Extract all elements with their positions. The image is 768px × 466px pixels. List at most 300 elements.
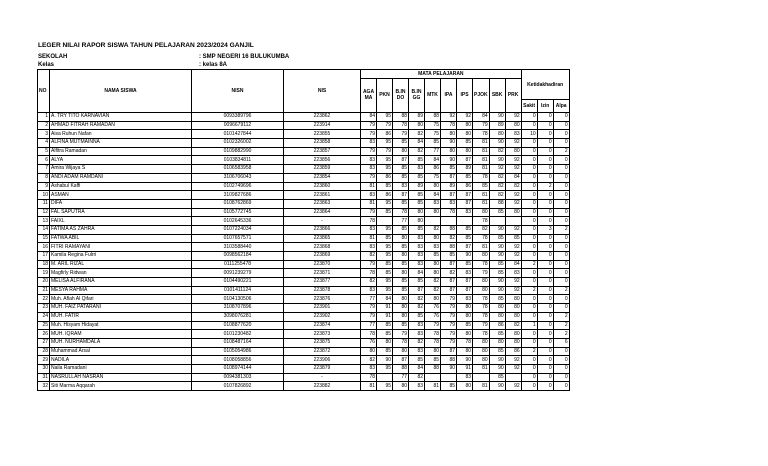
cell-nilai: 85	[393, 139, 409, 148]
cell-absen: 0	[553, 234, 569, 243]
cell-nilai: 79	[441, 295, 457, 304]
cell-no: 31	[38, 373, 50, 382]
cell-nilai: 75	[425, 130, 441, 139]
cell-absen: 2	[521, 286, 537, 295]
cell-nilai: 79	[473, 121, 490, 130]
cell-nilai: 95	[377, 243, 393, 252]
table-row	[38, 130, 570, 139]
cell-nama: DIFA	[50, 199, 192, 208]
cell-absen: 0	[521, 113, 537, 122]
cell-nilai: 83	[361, 165, 377, 174]
cell-nilai: 95	[377, 278, 393, 287]
cell-nilai: 79	[441, 312, 457, 321]
header-absence: Izin	[537, 100, 553, 113]
table-row	[38, 139, 570, 148]
cell-nilai: 85	[377, 321, 393, 330]
cell-nis: 223871	[284, 269, 361, 278]
cell-nilai: 80	[425, 208, 441, 217]
cell-nilai: 92	[505, 382, 521, 391]
cell-nilai: 83	[457, 373, 473, 382]
cell-absen: 0	[521, 225, 537, 234]
cell-nilai: 83	[361, 191, 377, 200]
cell-nilai: 92	[505, 113, 521, 122]
table-row	[38, 295, 570, 304]
cell-nama: Muh. Aflah Al Qifari	[50, 295, 192, 304]
cell-nilai: 80	[393, 347, 409, 356]
cell-nilai: 83	[409, 234, 425, 243]
cell-absen: 0	[553, 373, 569, 382]
header-subject: SBK	[489, 78, 505, 112]
cell-no: 13	[38, 217, 50, 226]
cell-absen: 2	[553, 312, 569, 321]
cell-nilai: 92	[489, 165, 505, 174]
cell-nisn: 0102749696	[192, 182, 284, 191]
cell-nilai: 81	[361, 234, 377, 243]
cell-nisn: 0108487164	[192, 338, 284, 347]
cell-no: 3	[38, 130, 50, 139]
cell-nis: 223902	[284, 312, 361, 321]
cell-nilai: 80	[425, 347, 441, 356]
cell-no: 9	[38, 182, 50, 191]
cell-nilai: 95	[377, 382, 393, 391]
cell-nilai: 85	[441, 382, 457, 391]
cell-nama: ANDI ADAM RAMDANI	[50, 173, 192, 182]
cell-nilai: 95	[377, 165, 393, 174]
cell-nama: A. TRY TITO KARNAVIAN	[50, 113, 192, 122]
cell-no: 6	[38, 156, 50, 165]
cell-nis: 223901	[284, 304, 361, 313]
table-row	[38, 191, 570, 200]
cell-nis: 223858	[284, 139, 361, 148]
cell-nilai: 86	[457, 182, 473, 191]
cell-nama: Alfitra Ramadan	[50, 147, 192, 156]
cell-nilai: 89	[409, 182, 425, 191]
cell-nilai: 84	[505, 173, 521, 182]
cell-nilai: 83	[393, 182, 409, 191]
cell-nilai: 91	[377, 312, 393, 321]
cell-nilai: 90	[457, 252, 473, 261]
cell-absen: 0	[553, 199, 569, 208]
cell-no: 12	[38, 208, 50, 217]
cell-nilai: 80	[457, 121, 473, 130]
cell-nilai: 85	[473, 182, 490, 191]
cell-absen: 0	[537, 321, 553, 330]
cell-absen: 0	[521, 139, 537, 148]
cell-absen: 0	[521, 121, 537, 130]
cell-nilai: 81	[473, 382, 490, 391]
cell-nilai: 85	[457, 234, 473, 243]
cell-nilai: 76	[361, 338, 377, 347]
cell-nama: ASMAN	[50, 191, 192, 200]
cell-nilai: 81	[473, 147, 490, 156]
cell-absen: 2	[553, 286, 569, 295]
cell-absen: 0	[537, 382, 553, 391]
cell-nilai: 80	[505, 330, 521, 339]
cell-nilai: 85	[393, 165, 409, 174]
cell-nilai: 90	[441, 139, 457, 148]
cell-nilai: 80	[505, 295, 521, 304]
cell-absen: 0	[521, 234, 537, 243]
cell-nilai: 79	[441, 338, 457, 347]
cell-nilai: 85	[489, 269, 505, 278]
cell-no: 4	[38, 139, 50, 148]
cell-nilai: 89	[489, 121, 505, 130]
cell-nilai: 80	[377, 338, 393, 347]
table-row	[38, 182, 570, 191]
cell-absen: 0	[537, 208, 553, 217]
cell-nilai: 80	[361, 347, 377, 356]
cell-nisn: 0107657571	[192, 234, 284, 243]
cell-nilai: 85	[489, 330, 505, 339]
cell-nilai: 85	[489, 347, 505, 356]
cell-nilai: 78	[393, 208, 409, 217]
cell-absen: 0	[537, 173, 553, 182]
cell-nilai: 92	[457, 113, 473, 122]
cell-nilai: 77	[393, 373, 409, 382]
header-nama: NAMA SISWA	[50, 70, 192, 113]
cell-absen: 0	[537, 312, 553, 321]
cell-absen: 0	[537, 338, 553, 347]
cell-nama: Magfirly Ridwan	[50, 269, 192, 278]
cell-nilai: 85	[377, 182, 393, 191]
cell-nilai: 83	[361, 225, 377, 234]
cell-nilai: 84	[409, 364, 425, 373]
cell-nilai: 92	[505, 286, 521, 295]
cell-nilai: 87	[457, 278, 473, 287]
cell-nama: MESYA RAHMA	[50, 286, 192, 295]
cell-nilai: 78	[393, 338, 409, 347]
cell-nisn: 3109827686	[192, 191, 284, 200]
cell-nilai: 83	[361, 243, 377, 252]
cell-nilai: 85	[441, 165, 457, 174]
cell-no: 11	[38, 199, 50, 208]
cell-nilai: 78	[361, 373, 377, 382]
cell-nilai: 86	[377, 130, 393, 139]
cell-nilai: 79	[441, 321, 457, 330]
table-row	[38, 347, 570, 356]
cell-nilai: 80	[473, 286, 490, 295]
cell-absen: 0	[553, 121, 569, 130]
cell-nisn: 0107224034	[192, 225, 284, 234]
cell-nilai: 80	[489, 338, 505, 347]
cell-nilai: 85	[489, 208, 505, 217]
cell-nilai	[425, 217, 441, 226]
cell-nama: FAIXL	[50, 217, 192, 226]
cell-nilai: 92	[505, 191, 521, 200]
cell-absen: 3	[537, 225, 553, 234]
cell-nilai: 95	[377, 225, 393, 234]
cell-nis: 223872	[284, 347, 361, 356]
cell-nilai: 95	[377, 199, 393, 208]
table-row	[38, 208, 570, 217]
cell-no: 30	[38, 364, 50, 373]
cell-nilai: 92	[505, 356, 521, 365]
cell-absen: 0	[521, 147, 537, 156]
cell-absen: 6	[553, 338, 569, 347]
cell-nilai: 79	[473, 269, 490, 278]
cell-nilai: 81	[361, 382, 377, 391]
cell-nilai: 82	[425, 278, 441, 287]
cell-absen: 0	[553, 364, 569, 373]
cell-nilai: 82	[409, 373, 425, 382]
cell-nis: 223868	[284, 243, 361, 252]
cell-nis: 223859	[284, 165, 361, 174]
cell-nilai: 79	[361, 312, 377, 321]
cell-nilai: 82	[505, 321, 521, 330]
cell-absen: 0	[553, 243, 569, 252]
cell-nilai: 78	[361, 217, 377, 226]
cell-nilai: 81	[473, 364, 490, 373]
cell-nilai: 76	[425, 304, 441, 313]
cell-nilai: 85	[409, 356, 425, 365]
cell-nilai: 86	[505, 347, 521, 356]
cell-nilai: 87	[393, 191, 409, 200]
cell-nilai: 87	[441, 278, 457, 287]
cell-nilai: 79	[425, 321, 441, 330]
cell-nilai: 92	[505, 165, 521, 174]
cell-nilai: 78	[473, 130, 490, 139]
cell-nilai: 82	[409, 147, 425, 156]
cell-nilai: 85	[393, 243, 409, 252]
table-row	[38, 338, 570, 347]
cell-nilai: 92	[505, 278, 521, 287]
cell-nilai: 79	[441, 330, 457, 339]
table-row	[38, 225, 570, 234]
cell-nilai: 83	[361, 139, 377, 148]
cell-nilai: 90	[441, 156, 457, 165]
cell-nilai: 78	[473, 234, 490, 243]
cell-nilai: 80	[393, 252, 409, 261]
cell-nilai: 85	[457, 225, 473, 234]
cell-nilai: 82	[441, 269, 457, 278]
cell-nis: 223906	[284, 356, 361, 365]
cell-nis: 223861	[284, 191, 361, 200]
cell-absen: 0	[521, 278, 537, 287]
cell-nilai: 92	[441, 113, 457, 122]
cell-nilai: 95	[377, 156, 393, 165]
cell-nilai: 88	[425, 364, 441, 373]
cell-nilai: 84	[425, 191, 441, 200]
cell-nisn: 0094381303	[192, 373, 284, 382]
cell-nisn: 0108058856	[192, 356, 284, 365]
cell-nilai: 89	[409, 113, 425, 122]
cell-nilai: 85	[409, 191, 425, 200]
cell-nilai: 82	[425, 225, 441, 234]
cell-nilai: 80	[489, 304, 505, 313]
cell-nilai: 82	[473, 225, 490, 234]
cell-absen: 0	[553, 113, 569, 122]
cell-nilai: 83	[505, 269, 521, 278]
cell-nisn: 0108877620	[192, 321, 284, 330]
cell-nama: Aisa Ruhun Nafan	[50, 130, 192, 139]
cell-nilai: 85	[377, 234, 393, 243]
cell-absen: 0	[537, 130, 553, 139]
cell-nilai: 79	[377, 121, 393, 130]
cell-nilai	[441, 217, 457, 226]
cell-no: 19	[38, 269, 50, 278]
cell-nilai: 80	[457, 147, 473, 156]
cell-nilai: 81	[473, 191, 490, 200]
cell-absen: 0	[553, 156, 569, 165]
table-row	[38, 304, 570, 313]
header-subject: PKN	[377, 78, 393, 112]
cell-nis: 223863	[284, 199, 361, 208]
grade-ledger-table	[37, 69, 570, 391]
cell-absen: 0	[537, 330, 553, 339]
cell-absen: 0	[521, 269, 537, 278]
cell-nilai	[457, 217, 473, 226]
cell-nilai: 92	[505, 156, 521, 165]
cell-absen: 0	[521, 356, 537, 365]
cell-nilai: 90	[489, 225, 505, 234]
cell-absen: 0	[537, 234, 553, 243]
cell-no: 21	[38, 286, 50, 295]
cell-no: 20	[38, 278, 50, 287]
cell-nama: MUH. NURHAMDALA	[50, 338, 192, 347]
cell-absen: 2	[553, 330, 569, 339]
cell-nilai: 81	[473, 156, 490, 165]
cell-no: 10	[38, 191, 50, 200]
cell-no: 2	[38, 121, 50, 130]
cell-nilai: 85	[393, 260, 409, 269]
cell-nilai: 80	[425, 260, 441, 269]
cell-nilai: 83	[409, 260, 425, 269]
cell-nis: 223878	[284, 286, 361, 295]
cell-nama: FATIMA AS ZAHRA	[50, 225, 192, 234]
cell-absen: 0	[537, 217, 553, 226]
cell-absen: 0	[537, 364, 553, 373]
cell-nilai: 88	[393, 364, 409, 373]
cell-nilai: 92	[505, 252, 521, 261]
cell-nama: AHMAD FITRAH RAMADAN	[50, 121, 192, 130]
cell-nilai: 78	[473, 312, 490, 321]
cell-nis: 223862	[284, 113, 361, 122]
cell-nilai: 95	[377, 113, 393, 122]
cell-nilai: 89	[441, 182, 457, 191]
cell-nisn: 0101230482	[192, 330, 284, 339]
cell-nisn: 0102326002	[192, 139, 284, 148]
cell-nilai	[489, 217, 505, 226]
cell-nilai: 85	[409, 199, 425, 208]
cell-nilai: 87	[441, 260, 457, 269]
cell-nilai: 84	[425, 156, 441, 165]
cell-nilai: 80	[457, 382, 473, 391]
cell-nilai: 78	[393, 121, 409, 130]
header-subject: B.IN DO	[393, 78, 409, 112]
cell-nilai: 82	[489, 182, 505, 191]
table-row	[38, 330, 570, 339]
ledger-body	[38, 113, 570, 391]
cell-nilai: 80	[425, 182, 441, 191]
cell-absen: 0	[537, 147, 553, 156]
table-row	[38, 364, 570, 373]
cell-nilai: 80	[393, 147, 409, 156]
cell-nilai: 83	[409, 165, 425, 174]
cell-nilai: 92	[505, 225, 521, 234]
cell-nilai: 88	[393, 113, 409, 122]
cell-nilai: 79	[361, 147, 377, 156]
cell-nilai: 88	[425, 113, 441, 122]
cell-absen: 0	[553, 260, 569, 269]
page-title: LEGER NILAI RAPOR SISWA TAHUN PELAJARAN 2023/2024 GANJIL	[38, 42, 254, 49]
cell-absen: 0	[521, 243, 537, 252]
cell-nama: Amira Wijaya S	[50, 165, 192, 174]
header-subject: AGA MA	[361, 78, 377, 112]
cell-nilai: 80	[393, 234, 409, 243]
cell-nilai: 82	[361, 356, 377, 365]
cell-absen: 0	[553, 173, 569, 182]
cell-nilai: 87	[393, 156, 409, 165]
header-ketidakhadiran: Ketidakhadiran	[521, 70, 569, 100]
cell-nilai: 87	[441, 173, 457, 182]
cell-nilai: 81	[473, 165, 490, 174]
cell-nilai: 87	[457, 243, 473, 252]
cell-nilai: 84	[473, 113, 490, 122]
cell-absen: 0	[521, 217, 537, 226]
cell-absen: 0	[553, 295, 569, 304]
table-row	[38, 321, 570, 330]
cell-nilai: 89	[457, 165, 473, 174]
cell-nilai: 85	[393, 278, 409, 287]
table-row	[38, 260, 570, 269]
cell-nilai: 86	[489, 321, 505, 330]
table-row	[38, 382, 570, 391]
cell-nilai: 79	[361, 121, 377, 130]
cell-nilai: 78	[361, 269, 377, 278]
cell-nis: 223865	[284, 234, 361, 243]
cell-absen: 0	[553, 304, 569, 313]
cell-nilai: 80	[489, 130, 505, 139]
cell-nisn: 0101411124	[192, 286, 284, 295]
cell-absen: 0	[537, 304, 553, 313]
cell-nilai: 87	[393, 356, 409, 365]
cell-no: 32	[38, 382, 50, 391]
cell-nama: NADILA	[50, 356, 192, 365]
cell-nilai	[377, 373, 393, 382]
cell-no: 1	[38, 113, 50, 122]
cell-nilai: 87	[441, 286, 457, 295]
cell-nilai: 90	[489, 113, 505, 122]
cell-nilai: 85	[409, 312, 425, 321]
cell-nisn: 0098562184	[192, 252, 284, 261]
cell-nis: 223876	[284, 295, 361, 304]
cell-nilai: 82	[409, 295, 425, 304]
cell-nilai: 87	[409, 286, 425, 295]
cell-nilai: 80	[409, 208, 425, 217]
cell-nilai: 87	[457, 286, 473, 295]
cell-absen: 0	[553, 191, 569, 200]
cell-nilai: 90	[489, 382, 505, 391]
cell-nilai: 81	[473, 243, 490, 252]
cell-nilai	[473, 373, 490, 382]
cell-nisn: 0102645336	[192, 217, 284, 226]
cell-nilai: 80	[393, 382, 409, 391]
cell-nis: -	[284, 217, 361, 226]
cell-nis: 223866	[284, 225, 361, 234]
cell-nilai: 81	[361, 182, 377, 191]
cell-nilai: 95	[377, 364, 393, 373]
cell-nilai: 82	[361, 252, 377, 261]
cell-nama: MUH. IQRAM	[50, 330, 192, 339]
cell-absen: 0	[553, 182, 569, 191]
cell-nilai: 80	[505, 312, 521, 321]
cell-nilai: 92	[505, 139, 521, 148]
cell-absen: 0	[553, 130, 569, 139]
cell-nilai: 84	[409, 269, 425, 278]
sekolah-value: : SMP NEGERI 16 BULUKUMBA	[199, 54, 290, 60]
cell-nilai	[505, 217, 521, 226]
cell-nilai: 85	[489, 260, 505, 269]
